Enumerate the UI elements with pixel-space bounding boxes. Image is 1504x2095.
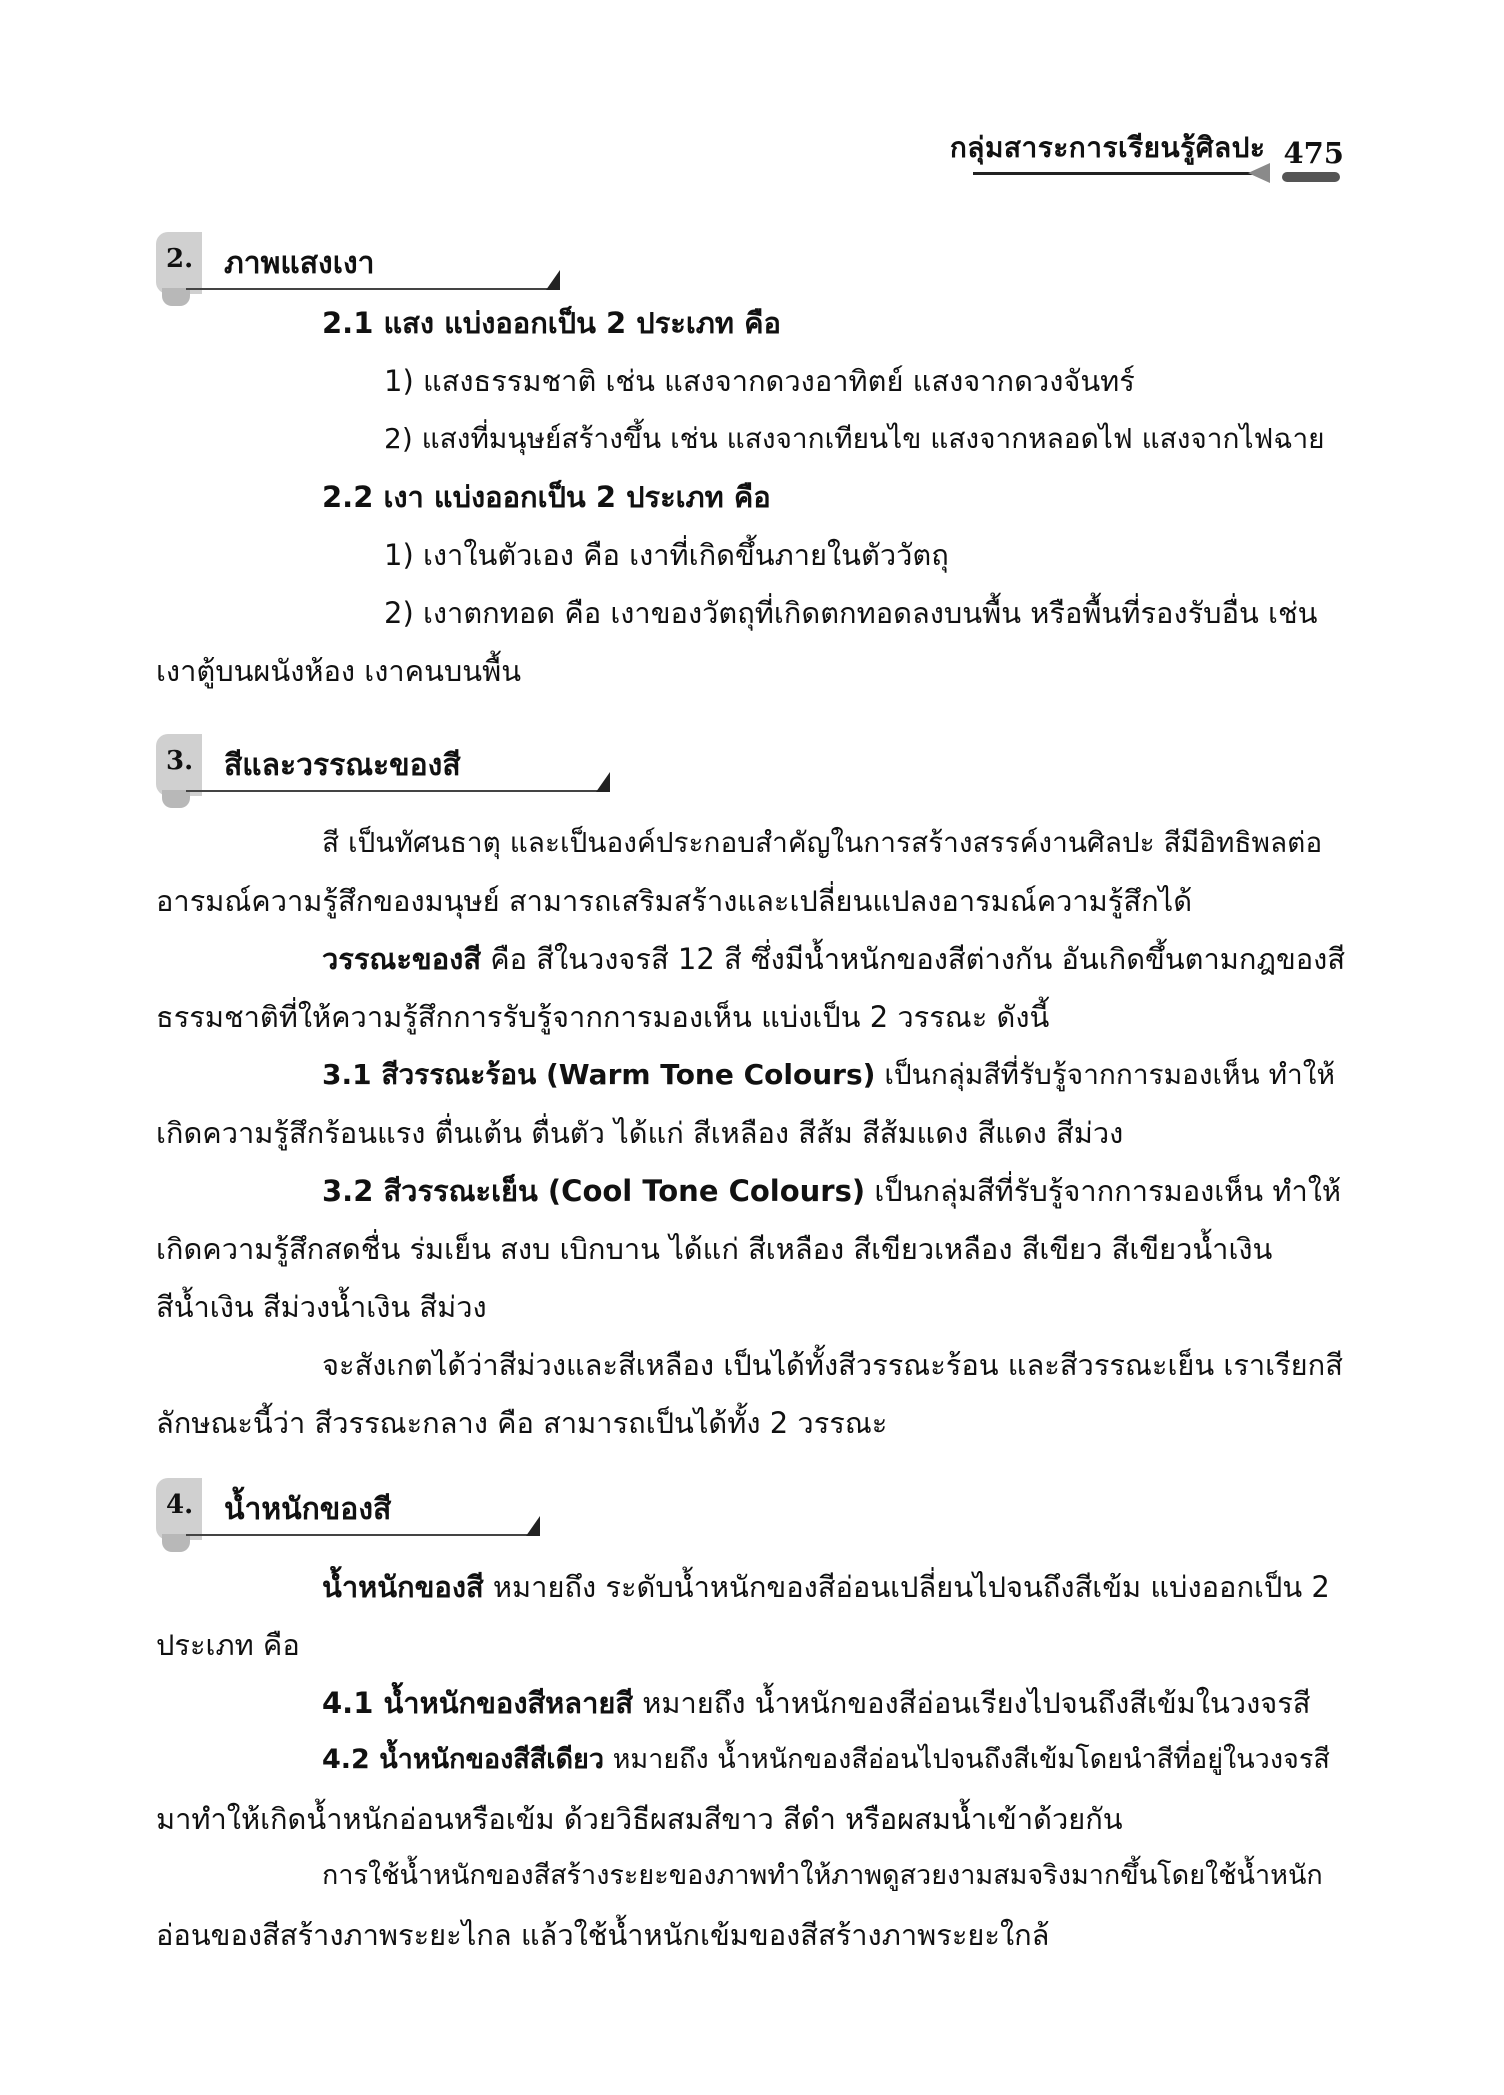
section-number: 2. (166, 244, 194, 274)
paragraph-text: หมายถึง น้ำหนักของสีอ่อนไปจนถึงสีเข้มโดยนำสีที่อยู่ในวงจรสี (604, 1744, 1330, 1775)
section-underline (186, 288, 556, 290)
section-number: 3. (166, 746, 194, 776)
section-underline (186, 1534, 536, 1536)
term-bold: 4.2 น้ำหนักของสีสีเดียว (322, 1744, 605, 1775)
section-title: สีและวรรณะของสี (224, 748, 461, 783)
section-tab-lip (162, 790, 190, 808)
list-item: 1) เงาในตัวเอง คือ เงาที่เกิดขึ้นภายในตัววัตถุ (384, 538, 949, 572)
term-bold: 3.1 สีวรรณะร้อน (Warm Tone Colours) (322, 1058, 876, 1091)
term-bold: วรรณะของสี (322, 942, 482, 976)
section-tab-lip (162, 1534, 190, 1552)
section-heading-2 (156, 232, 476, 294)
paragraph-line (322, 1174, 1341, 1209)
paragraph-text: คือ สีในวงจรสี 12 สี ซึ่งมีน้ำหนักของสีต่างกัน อันเกิดขึ้นตามกฎของสี (481, 942, 1346, 976)
section-title: ภาพแสงเงา (224, 246, 375, 281)
term-bold: 4.1 น้ำหนักของสีหลายสี (322, 1686, 634, 1720)
paragraph-line: อ่อนของสีสร้างภาพระยะไกล แล้วใช้น้ำหนักเข้มของสีสร้างภาพระยะใกล้ (156, 1918, 1050, 1952)
paragraph-text: เป็นกลุ่มสีที่รับรู้จากการมองเห็น ทำให้ (875, 1058, 1335, 1091)
paragraph-line: เงาตู้บนผนังห้อง เงาคนบนพื้น (156, 654, 522, 688)
corner-triangle-icon (526, 1516, 540, 1536)
running-header (950, 126, 1344, 170)
paragraph-line: ประเภท คือ (156, 1628, 300, 1662)
section-tab-lip (162, 288, 190, 306)
paragraph-line (322, 1058, 1335, 1092)
list-item: 2) เงาตกทอด คือ เงาของวัตถุที่เกิดตกทอดลงบนพื้น หรือพื้นที่รองรับอื่น เช่น (384, 596, 1318, 630)
list-item: 1) แสงธรรมชาติ เช่น แสงจากดวงอาทิตย์ แสงจากดวงจันทร์ (384, 364, 1135, 398)
subsection-2-1: 2.1 แสง แบ่งออกเป็น 2 ประเภท คือ (322, 306, 781, 340)
paragraph-line: สีน้ำเงิน สีม่วงน้ำเงิน สีม่วง (156, 1290, 487, 1324)
paragraph-line (322, 1570, 1330, 1605)
section-heading-4 (156, 1478, 476, 1540)
section-number: 4. (166, 1490, 194, 1520)
paragraph-line: สี เป็นทัศนธาตุ และเป็นองค์ประกอบสำคัญในการสร้างสรรค์งานศิลปะ สีมีอิทธิพลต่อ (322, 826, 1323, 859)
header-arrow-icon (1248, 163, 1270, 183)
term-bold: น้ำหนักของสี (322, 1570, 484, 1604)
paragraph-line: เกิดความรู้สึกร้อนแรง ตื่นเต้น ตื่นตัว ได้แก่ สีเหลือง สีส้ม สีส้มแดง สีแดง สีม่วง (156, 1116, 1124, 1150)
paragraph-text: เป็นกลุ่มสีที่รับรู้จากการมองเห็น ทำให้ (865, 1174, 1342, 1208)
paragraph-line: ลักษณะนี้ว่า สีวรรณะกลาง คือ สามารถเป็นได้ทั้ง 2 วรรณะ (156, 1406, 888, 1440)
paragraph-line: เกิดความรู้สึกสดชื่น ร่มเย็น สงบ เบิกบาน ได้แก่ สีเหลือง สีเขียวเหลือง สีเขียว สีเขียวน้ำเงิน (156, 1232, 1273, 1266)
page-number: 475 (1283, 136, 1344, 170)
paragraph-line (322, 1686, 1311, 1721)
paragraph-line: ธรรมชาติที่ให้ความรู้สึกการรับรู้จากการมองเห็น แบ่งเป็น 2 วรรณะ ดังนี้ (156, 1000, 1050, 1034)
running-title: กลุ่มสาระการเรียนรู้ศิลปะ (949, 131, 1266, 164)
paragraph-line: การใช้น้ำหนักของสีสร้างระยะของภาพทำให้ภาพดูสวยงามสมจริงมากขึ้นโดยใช้น้ำหนัก (322, 1860, 1323, 1891)
term-bold: 3.2 สีวรรณะเย็น (Cool Tone Colours) (322, 1174, 866, 1208)
header-rule (973, 172, 1263, 175)
section-title: น้ำหนักของสี (224, 1492, 392, 1527)
section-underline (186, 790, 606, 792)
paragraph-line (322, 1744, 1330, 1776)
subsection-2-2: 2.2 เงา แบ่งออกเป็น 2 ประเภท คือ (322, 480, 771, 514)
paragraph-line: มาทำให้เกิดน้ำหนักอ่อนหรือเข้ม ด้วยวิธีผสมสีขาว สีดำ หรือผสมน้ำเข้าด้วยกัน (156, 1802, 1123, 1836)
corner-triangle-icon (546, 270, 560, 290)
paragraph-line (322, 942, 1345, 977)
list-item: 2) แสงที่มนุษย์สร้างขึ้น เช่น แสงจากเทียนไข แสงจากหลอดไฟ แสงจากไฟฉาย (384, 422, 1325, 455)
paragraph-text: หมายถึง น้ำหนักของสีอ่อนเรียงไปจนถึงสีเข้มในวงจรสี (633, 1686, 1311, 1720)
paragraph-line: อารมณ์ความรู้สึกของมนุษย์ สามารถเสริมสร้างและเปลี่ยนแปลงอารมณ์ความรู้สึกได้ (156, 884, 1193, 918)
section-heading-3 (156, 734, 476, 796)
paragraph-line: จะสังเกตได้ว่าสีม่วงและสีเหลือง เป็นได้ทั้งสีวรรณะร้อน และสีวรรณะเย็น เราเรียกสี (322, 1348, 1343, 1382)
header-pill-ornament (1282, 172, 1340, 182)
corner-triangle-icon (596, 772, 610, 792)
paragraph-text: หมายถึง ระดับน้ำหนักของสีอ่อนเปลี่ยนไปจนถึงสีเข้ม แบ่งออกเป็น 2 (483, 1570, 1330, 1604)
